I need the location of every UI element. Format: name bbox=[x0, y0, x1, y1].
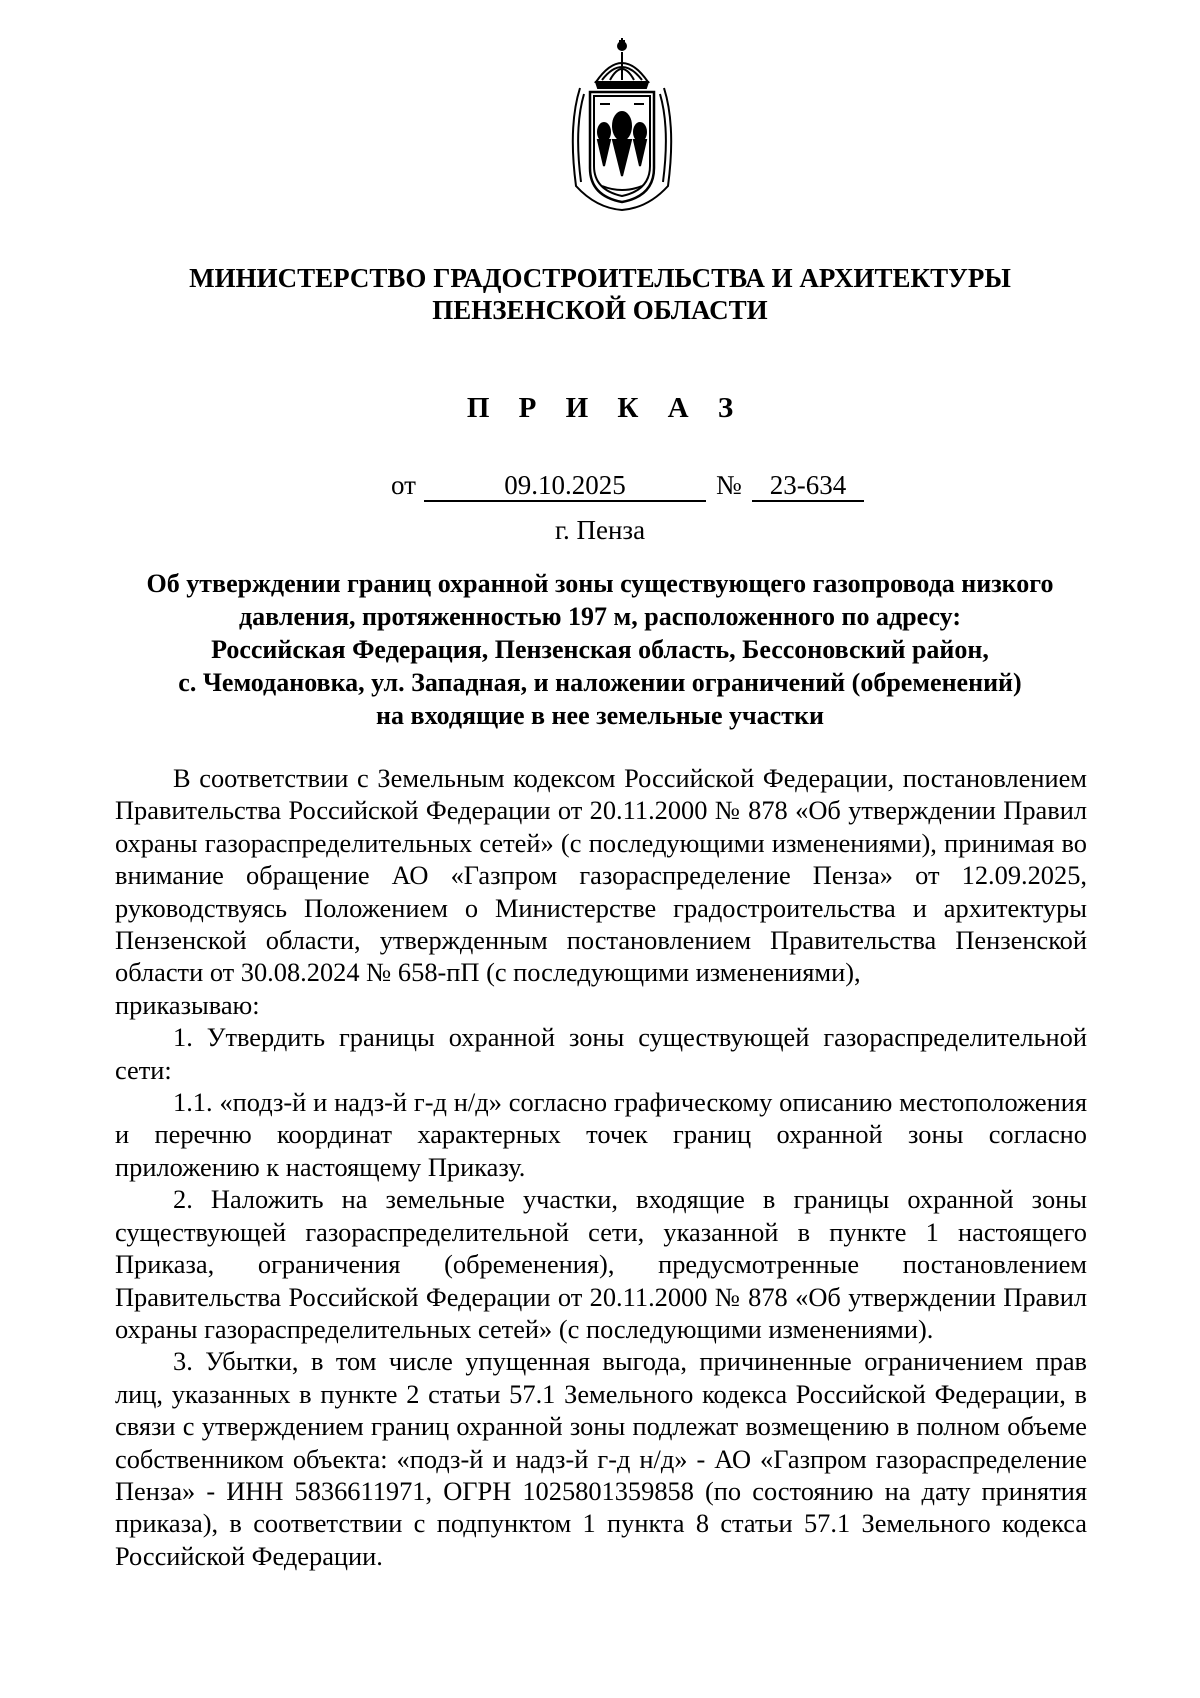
date-number-line bbox=[0, 470, 1200, 504]
ministry-name bbox=[100, 262, 1100, 326]
item-3-paragraph: 3. Убытки, в том числе упущенная выгода, причиненные ограничением прав лиц, указанных в пункте 2 статьи 57.1 Земельного кодекса Российской Федерации, в связи с утверждением границ охранной зоны подлежат возмещению в полном объеме собственником объекта: «подз-й и надз-й г-д н/д» - АО «Газпром газораспределение Пенза» - ИНН 5836611971, ОГРН 1025801359858 (по состоянию на дату принятия приказа), в соответствии с подпунктом 1 пункта 8 статьи 57.1 Земельного кодекса Российской Федерации. bbox=[115, 1346, 1087, 1571]
number-prefix-label: № bbox=[716, 470, 742, 500]
item-2-paragraph: 2. Наложить на земельные участки, входящие в границы охранной зоны существующей газораспределительной сети, указанной в пункте 1 настоящего Приказа, ограничения (обременения), предусмотренные постановлением Правительства Российской Федерации от 20.11.2000 № 878 «Об утверждении Правил охраны газораспределительных сетей» (с последующими изменениями). bbox=[115, 1184, 1087, 1344]
order-subject bbox=[110, 567, 1090, 732]
penza-region-coat-of-arms-icon bbox=[566, 36, 678, 212]
command-word: приказываю: bbox=[115, 989, 260, 1020]
subject-line3: Российская Федерация, Пензенская область, Бессоновский район, bbox=[211, 635, 989, 664]
date-prefix-label: от bbox=[391, 470, 416, 500]
order-date: 09.10.2025 bbox=[424, 470, 706, 502]
subject-line5: на входящие в нее земельные участки bbox=[376, 701, 824, 730]
item-1-paragraph: 1. Утвердить границы охранной зоны существующей газораспределительной сети: bbox=[115, 1022, 1087, 1085]
city-label: г. Пенза bbox=[554, 515, 646, 545]
subject-line1: Об утверждении границ охранной зоны существующего газопровода низкого bbox=[146, 569, 1054, 598]
order-body bbox=[115, 762, 1087, 1572]
item-1-1-paragraph: 1.1. «подз-й и надз-й г-д н/д» согласно графическому описанию местоположения и перечню координат характерных точек границ охранной зоны согласно приложению к настоящему Приказу. bbox=[115, 1087, 1087, 1182]
subject-line2: давления, протяженностью 197 м, расположенного по адресу: bbox=[239, 602, 961, 631]
order-number: 23-634 bbox=[752, 470, 864, 502]
ministry-name-line2: ПЕНЗЕНСКОЙ ОБЛАСТИ bbox=[432, 295, 768, 325]
ministry-name-line1: МИНИСТЕРСТВО ГРАДОСТРОИТЕЛЬСТВА И АРХИТЕКТУРЫ bbox=[189, 263, 1011, 293]
subject-line4: с. Чемодановка, ул. Западная, и наложении ограничений (обременений) bbox=[178, 668, 1022, 697]
document-type-title: П Р И К А З bbox=[466, 392, 745, 424]
preamble-paragraph: В соответствии с Земельным кодексом Российской Федерации, постановлением Правительства Российской Федерации от 20.11.2000 № 878 «Об утверждении Правил охраны газораспределительных сетей» (с последующими изменениями), принимая во внимание обращение АО «Газпром газораспределение Пенза» от 12.09.2025, руководствуясь Положением о Министерстве градостроительства и архитектуры Пензенской области, утвержденным постановлением Правительства Пензенской области от 30.08.2024 № 658-пП (с последующими изменениями), bbox=[115, 763, 1087, 988]
